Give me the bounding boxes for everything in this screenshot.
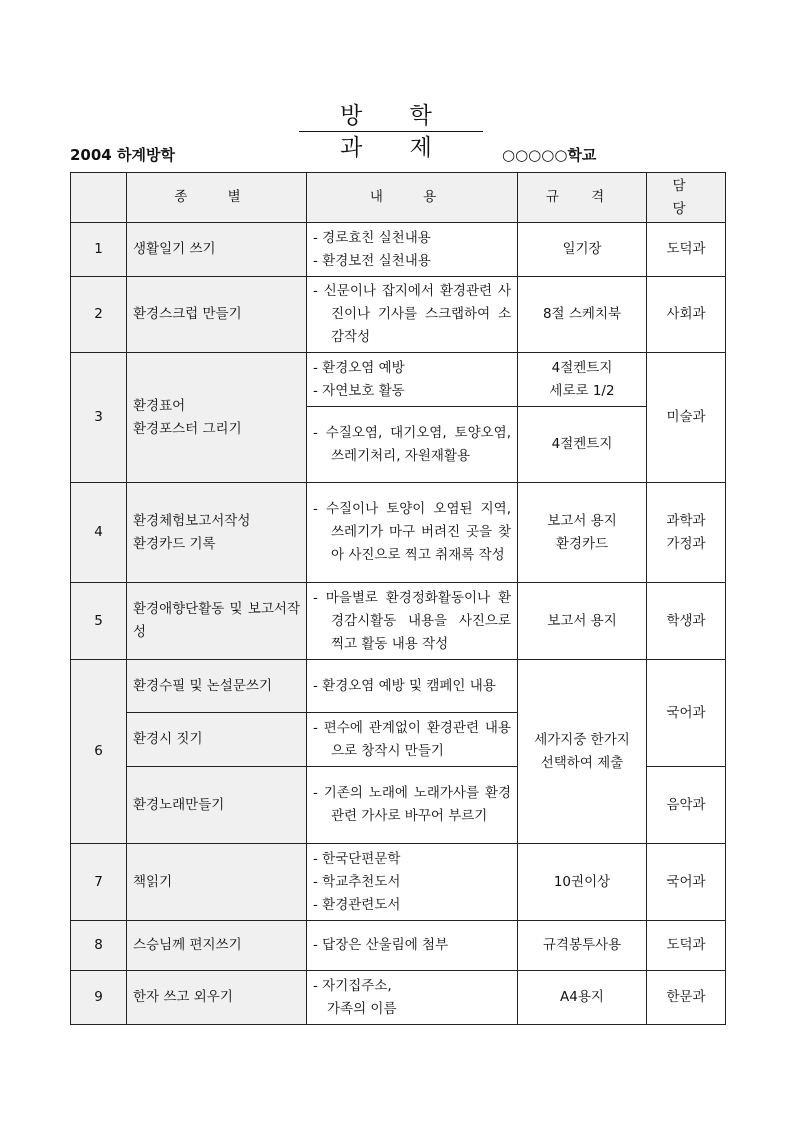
spec-line: 4절켄트지 [551,359,613,376]
row-number: 3 [71,353,127,483]
header-spec: 규 격 [518,173,647,223]
row-content [307,353,518,407]
content-line: - 수질오염, 대기오염, 토양오염, 쓰레기처리, 자원재활용 [313,424,511,464]
row-spec [518,483,647,583]
row-number: 6 [71,660,127,844]
charge-line: 과학과 [666,512,706,529]
row-spec: 8절 스케치북 [518,277,647,353]
row-number: 8 [71,921,127,971]
type-line: 환경포스터 그리기 [133,420,242,437]
row-type: 생활일기 쓰기 [127,223,307,277]
row-content [307,277,518,353]
row-charge: 국어과 [647,844,726,921]
row-charge: 한문과 [647,971,726,1025]
content-line: - 자기집주소, [313,977,392,994]
content-line: - 답장은 산울림에 첨부 [313,937,449,953]
row-content [307,713,518,767]
row-number: 5 [71,583,127,660]
table-row [71,353,726,407]
row-charge: 도덕과 [647,921,726,971]
row-type [127,483,307,583]
content-line: - 경로효친 실천내용 [313,229,431,246]
content-line: - 자연보호 활동 [313,382,405,399]
row-content [307,583,518,660]
content-line: - 마을별로 환경정화활동이나 환경감시활동 내용을 사진으로 찍고 활동 내용 작성 [313,589,511,652]
content-line: - 환경오염 예방 [313,359,405,376]
row-charge [647,483,726,583]
spec-line: 세로로 1/2 [549,382,615,399]
content-line: - 신문이나 잡지에서 환경관련 사진이나 기사를 스크랩하여 소감작성 [313,283,511,345]
row-spec: 규격봉투사용 [518,921,647,971]
row-content [307,767,518,844]
content-line: 가족의 이름 [327,1000,397,1017]
type-line: 환경카드 기록 [133,535,216,552]
table-header-row [71,173,726,223]
row-content [307,844,518,921]
row-content [307,483,518,583]
table-row [71,971,726,1025]
content-line: - 수질이나 토양이 오염된 지역, 쓰레기가 마구 버려진 곳을 찾아 사진으로 찍고 취재록 작성 [313,501,511,563]
row-spec: 보고서 용지 [518,583,647,660]
row-content [307,971,518,1025]
row-spec [518,353,647,407]
semester-label: 2004 하계방학 [70,146,175,164]
row-spec [518,660,647,844]
charge-line: 가정과 [666,535,706,552]
type-line: 환경표어 [133,397,186,414]
row-charge: 학생과 [647,583,726,660]
row-spec: 10권이상 [518,844,647,921]
row-type: 환경노래만들기 [127,767,307,844]
row-content [307,223,518,277]
row-content [307,660,518,713]
row-type [127,353,307,483]
table-row [71,921,726,971]
row-charge: 음악과 [647,767,726,844]
row-number: 7 [71,844,127,921]
spec-line: 보고서 용지 [547,512,617,529]
row-type: 환경수필 및 논설문쓰기 [127,660,307,713]
content-line: - 편수에 관계없이 환경관련 내용으로 창작시 만들기 [313,719,511,759]
row-type: 환경시 짓기 [127,713,307,767]
table-row [71,223,726,277]
row-type: 책읽기 [127,844,307,921]
row-spec: 일기장 [518,223,647,277]
table-row [71,660,726,713]
content-line: - 환경관련도서 [313,896,401,913]
spec-line: 환경카드 [555,535,609,552]
row-number: 1 [71,223,127,277]
page-title: 방 학 과 제 [299,100,483,132]
row-number: 2 [71,277,127,353]
table-row [71,483,726,583]
header-number [71,173,127,223]
row-content [307,921,518,971]
table-row [71,277,726,353]
spec-line: 세가지중 한가지 [534,731,630,748]
row-type: 환경스크럽 만들기 [127,277,307,353]
row-type: 환경애향단활동 및 보고서작성 [127,583,307,660]
row-charge: 사회과 [647,277,726,353]
table-row [71,844,726,921]
content-line: - 환경오염 예방 및 캠페인 내용 [313,677,496,694]
row-charge: 도덕과 [647,223,726,277]
header-charge: 담 당 [647,173,726,223]
header-content: 내 용 [307,173,518,223]
row-spec: A4용지 [518,971,647,1025]
row-charge: 국어과 [647,660,726,767]
row-number: 4 [71,483,127,583]
row-charge: 미술과 [647,353,726,483]
assignment-table [70,172,726,1025]
school-name: ○○○○○학교 [502,146,597,164]
header-type: 종 별 [127,173,307,223]
row-number: 9 [71,971,127,1025]
row-spec: 4절켄트지 [518,407,647,483]
content-line: - 환경보전 실천내용 [313,252,431,269]
row-content [307,407,518,483]
spec-line: 선택하여 제출 [540,754,624,771]
row-type: 한자 쓰고 외우기 [127,971,307,1025]
table-row [71,583,726,660]
content-line: - 학교추천도서 [313,873,401,890]
row-type: 스승님께 편지쓰기 [127,921,307,971]
content-line: - 기존의 노래에 노래가사를 환경관련 가사로 바꾸어 부르기 [313,785,511,824]
type-line: 환경체험보고서작성 [133,512,251,529]
content-line: - 한국단편문학 [313,850,401,867]
